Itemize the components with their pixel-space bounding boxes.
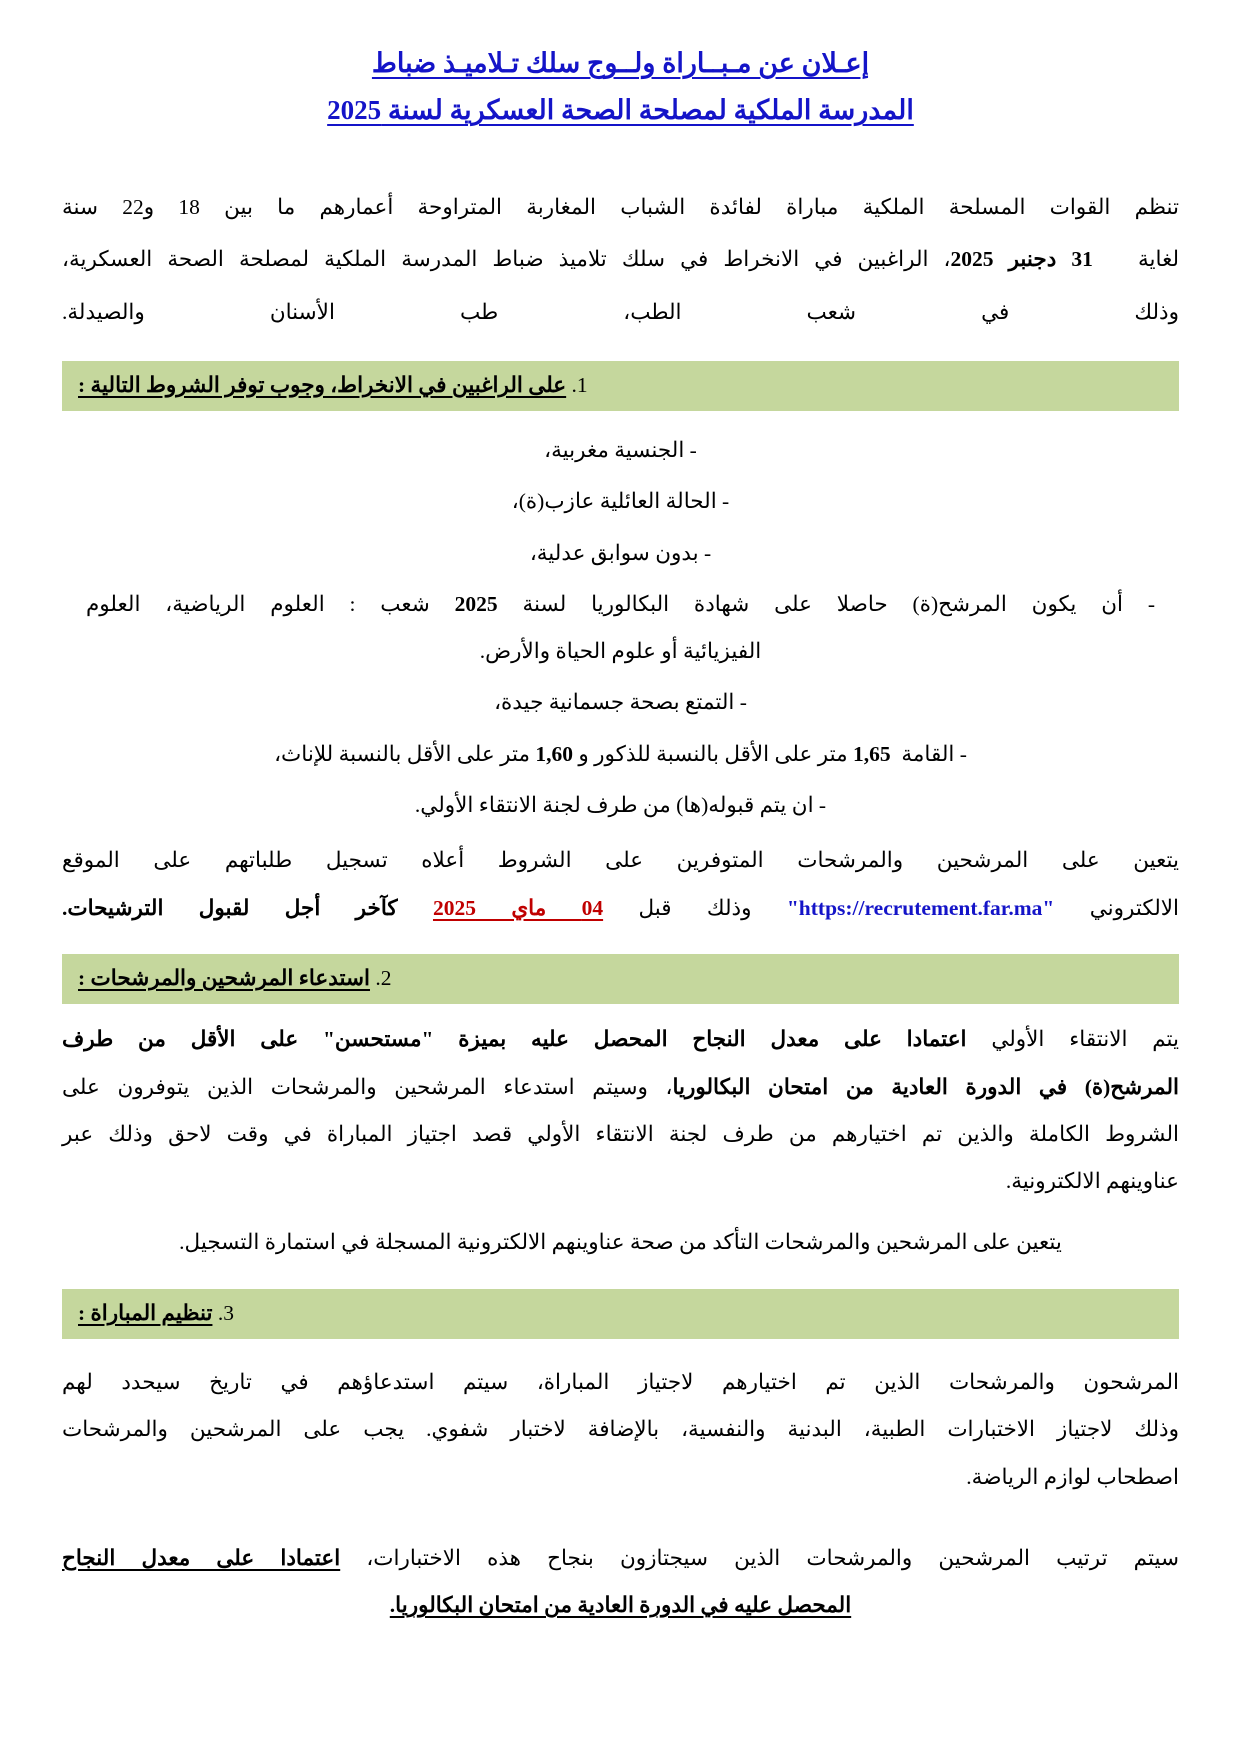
condition-item-height [62, 731, 1179, 778]
condition-height-b: متر على الأقل بالنسبة للذكور و [578, 741, 848, 766]
condition-item-baccalaureate [62, 581, 1179, 676]
condition-bac-line-1 [86, 581, 1155, 628]
condition-height-c: متر على الأقل بالنسبة للإناث، [274, 741, 530, 766]
condition-item: - الحالة العائلية عازب(ة)، [511, 489, 730, 514]
section-2-title: استدعاء المرشحين والمرشحات : [78, 965, 370, 990]
section-heading-1 [62, 361, 1179, 411]
condition-bac-line-2: الفيزيائية أو علوم الحياة والأرض. [479, 639, 762, 664]
section-2-line-2 [62, 1064, 1179, 1111]
intro-line-2-rest: ، الراغبين في الانخراط في سلك تلاميذ ضباط المدرسة الملكية لمصلحة الصحة العسكرية، [62, 247, 951, 272]
intro-paragraph [62, 181, 1179, 339]
section-2-line-3: الشروط الكاملة والذين تم اختيارهم من طرف لجنة الانتقاء الأولي قصد اجتياز المباراة في وقت لاحق وذلك عبر [62, 1121, 1179, 1146]
section-3-p2-bold-1: اعتمادا على معدل النجاح [62, 1546, 341, 1571]
section-3-number: 3. [217, 1300, 234, 1325]
section-1-title: على الراغبين في الانخراط، وجوب توفر الشروط التالية : [78, 372, 567, 397]
section-3-p2-bold-2: المحصل عليه في الدورة العادية من امتحان البكالوريا. [389, 1593, 852, 1618]
registration-note-before-deadline: وذلك قبل [638, 895, 752, 920]
page-title [62, 40, 1179, 135]
section-2-p1-bold-2: المرشح(ة) في الدورة العادية من امتحان البكالوريا [672, 1074, 1179, 1099]
section-2-paragraph-1 [62, 1016, 1179, 1205]
condition-height-a: - القامة [901, 741, 967, 766]
section-heading-3 [62, 1289, 1179, 1339]
registration-note-after-deadline: كآخر أجل لقبول الترشيحات. [62, 895, 398, 920]
intro-line-2-prefix: لغاية [1138, 247, 1179, 272]
registration-note [62, 837, 1179, 932]
section-3-p2-line-1 [62, 1535, 1179, 1582]
section-3-paragraph-1 [62, 1359, 1179, 1501]
condition-height-female-value: 1,60 [535, 741, 573, 766]
section-2-p1-bold-1: اعتمادا على معدل النجاح المحصل عليه بميزة "مستحسن" على الأقل من طرف [62, 1027, 967, 1052]
condition-item: - ان يتم قبوله(ها) من طرف لجنة الانتقاء الأولي. [414, 792, 827, 817]
section-3-paragraph-2 [62, 1535, 1179, 1630]
condition-bac-pre: - أن يكون المرشح(ة) حاصلا على شهادة البكالوريا لسنة [522, 591, 1156, 616]
conditions-list [62, 427, 1179, 829]
section-1-number: 1. [571, 372, 588, 397]
section-2-p1-b: ، وسيتم استدعاء المرشحين والمرشحات الذين يتوفرون على [62, 1074, 673, 1099]
section-3-title: تنظيم المباراة : [78, 1300, 213, 1325]
condition-bac-year: 2025 [454, 591, 498, 616]
registration-note-line-1: يتعين على المرشحين والمرشحات المتوفرين على الشروط أعلاه تسجيل طلباتهم على الموقع [62, 848, 1179, 873]
intro-deadline-date: 31 دجنبر 2025 [950, 247, 1093, 272]
section-3-line-1: المرشحون والمرشحات الذين تم اختيارهم لاجتياز المباراة، سيتم استدعاؤهم في تاريخ سيحدد لهم [62, 1370, 1179, 1395]
section-3-line-2: وذلك لاجتياز الاختبارات الطبية، البدنية والنفسية، بالإضافة لاختبار شفوي. يجب على المرشحين والمرشحات [62, 1417, 1179, 1442]
intro-line-3: وذلك في شعب الطب، طب الأسنان والصيدلة. [62, 299, 1179, 324]
condition-item: - الجنسية مغربية، [544, 437, 697, 462]
section-3-p2-a: سيتم ترتيب المرشحين والمرشحات الذين سيجتازون بنجاح هذه الاختبارات، [366, 1546, 1179, 1571]
section-3-line-3: اصطحاب لوازم الرياضة. [966, 1464, 1179, 1489]
intro-line-1: تنظم القوات المسلحة الملكية مباراة لفائدة الشباب المغاربة المتراوحة أعمارهم ما بين 18 و22 سنة [62, 194, 1180, 219]
section-2-line-4: عناوينهم الالكترونية. [1005, 1169, 1179, 1194]
intro-line-2 [62, 233, 1179, 286]
section-2-paragraph-2: يتعين على المرشحين والمرشحات التأكد من صحة عناوينهم الالكترونية المسجلة في استمارة التسجيل. [179, 1230, 1062, 1255]
registration-url-link[interactable]: "https://recrutement.far.ma" [786, 895, 1055, 920]
condition-height-male-value: 1,65 [852, 741, 891, 766]
section-heading-2 [62, 954, 1179, 1004]
title-line-2: المدرسة الملكية لمصلحة الصحة العسكرية لسنة 2025 [327, 95, 914, 126]
condition-item: - بدون سوابق عدلية، [529, 540, 712, 565]
section-2-p1-a: يتم الانتقاء الأولي [991, 1027, 1180, 1052]
title-line-1: إعـلان عن مـبــاراة ولــوج سلك تـلاميـذ ضباط [371, 48, 870, 78]
section-2-number: 2. [375, 965, 392, 990]
registration-note-line-2 [62, 885, 1179, 932]
section-3-p2-line-2 [62, 1582, 1179, 1629]
section-2-line-1 [62, 1016, 1179, 1063]
registration-note-prefix: الالكتروني [1089, 895, 1179, 920]
condition-bac-mid: شعب : العلوم الرياضية، العلوم [86, 591, 430, 616]
registration-deadline-date: 04 ماي 2025 [432, 895, 604, 920]
condition-item: - التمتع بصحة جسمانية جيدة، [494, 690, 747, 715]
